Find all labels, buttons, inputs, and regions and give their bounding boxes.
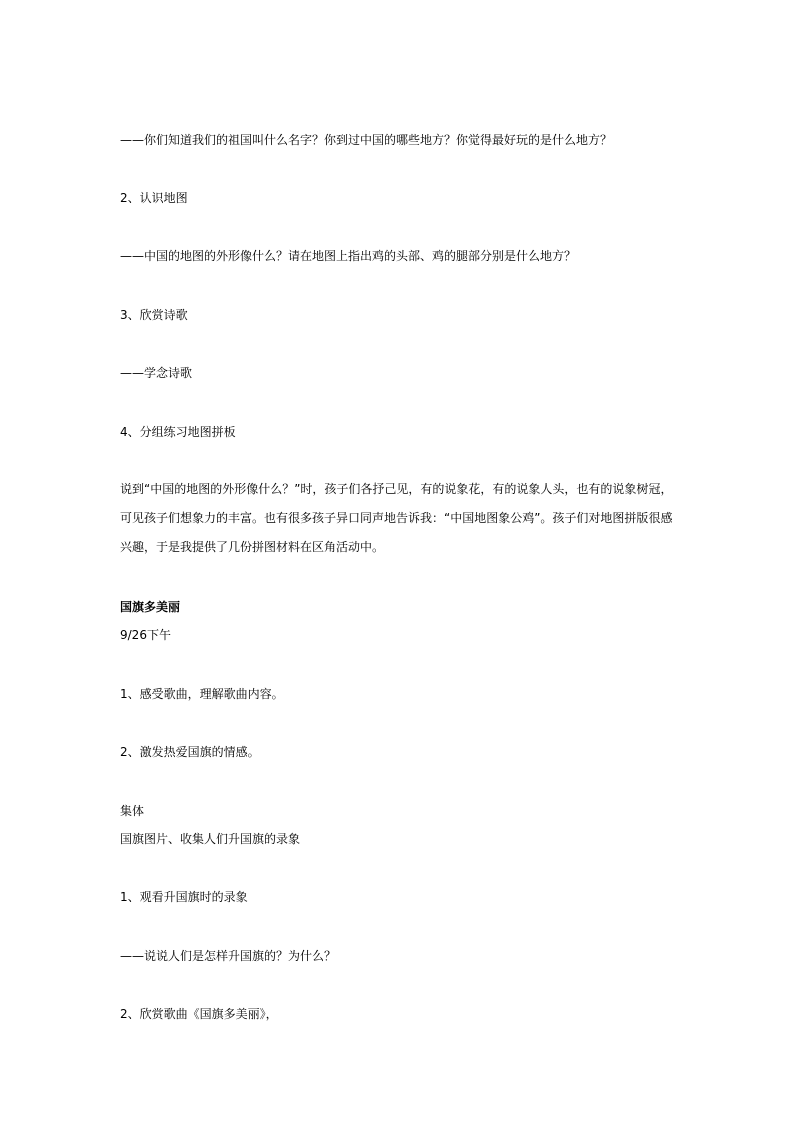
reflection-line: 说到“中国的地图的外形像什么？”时，孩子们各抒己见，有的说象花，有的说象人头，也有的说象树冠， (120, 482, 673, 496)
reflection-paragraph (120, 475, 680, 562)
step-recognize-map: 2、认识地图 (120, 191, 188, 205)
reflection-line: 可见孩子们想象力的丰富。也有很多孩子异口同声地告诉我：“中国地图象公鸡”。孩子们对地图拼版很感 (120, 511, 673, 525)
question-motherland: ——你们知道我们的祖国叫什么名字？你到过中国的哪些地方？你觉得最好玩的是什么地方？ (120, 133, 613, 147)
question-raise-flag: ——说说人们是怎样升国旗的？为什么？ (120, 949, 337, 963)
question-recite-poem: ——学念诗歌 (120, 366, 193, 380)
activity-appreciate-song: 2、欣赏歌曲《国旗多美丽》， (120, 1007, 278, 1021)
question-map-shape: ——中国的地图的外形像什么？请在地图上指出鸡的头部、鸡的腿部分别是什么地方？ (120, 249, 577, 263)
reflection-line: 兴趣，于是我提供了几份拼图材料在区角活动中。 (120, 540, 385, 554)
goal-feel-song: 1、感受歌曲，理解歌曲内容。 (120, 687, 284, 701)
activity-form: 集体 (120, 804, 145, 818)
materials: 国旗图片、收集人们升国旗的录象 (120, 832, 301, 846)
step-map-puzzle: 4、分组练习地图拼板 (120, 425, 236, 439)
lesson-time: 9/26下午 (120, 628, 171, 642)
activity-watch-video: 1、观看升国旗时的录象 (120, 890, 248, 904)
step-appreciate-poem: 3、欣赏诗歌 (120, 308, 188, 322)
goal-love-flag: 2、激发热爱国旗的情感。 (120, 745, 260, 759)
lesson-title: 国旗多美丽 (120, 600, 181, 614)
